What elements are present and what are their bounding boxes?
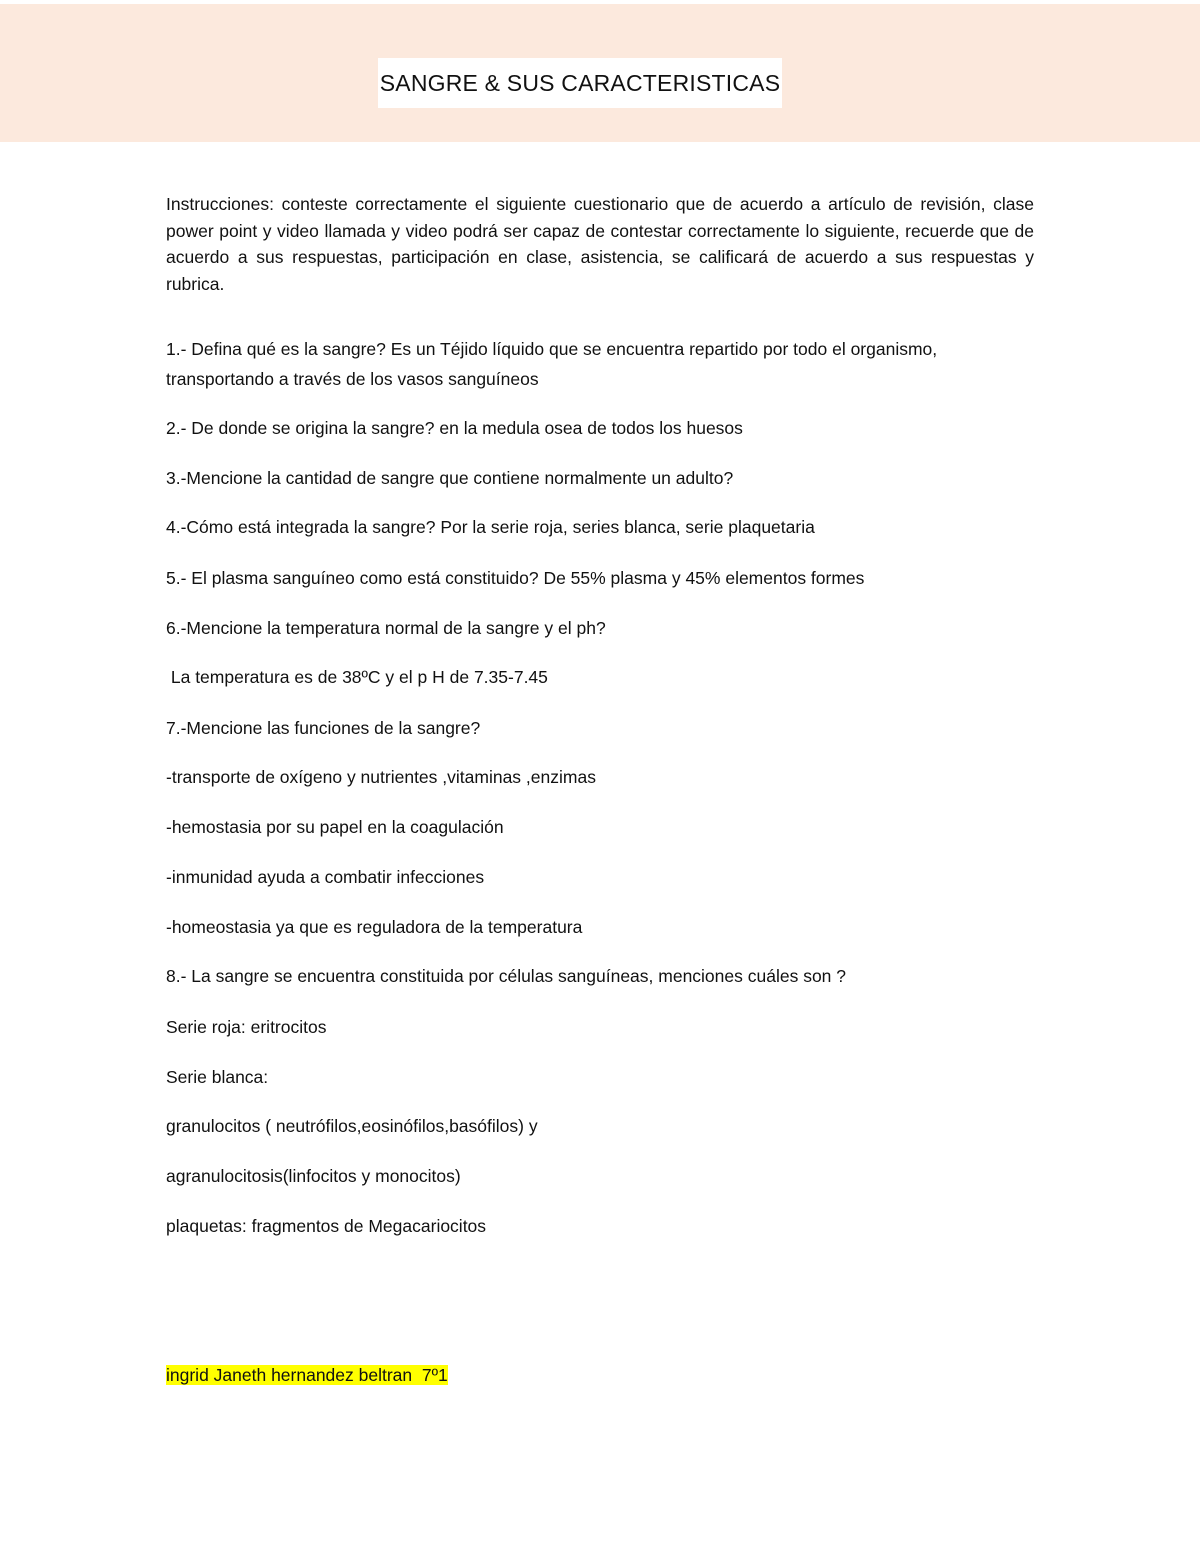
question-5: 5.- El plasma sanguíneo como está constituido? De 55% plasma y 45% elementos formes: [166, 568, 865, 588]
document-title: SANGRE & SUS CARACTERISTICAS: [378, 58, 782, 108]
answer-line: agranulocitosis(linfocitos y monocitos): [166, 1166, 461, 1186]
question-2: 2.- De donde se origina la sangre? en la medula osea de todos los huesos: [166, 418, 743, 438]
question-3: 3.-Mencione la cantidad de sangre que contiene normalmente un adulto?: [166, 468, 734, 488]
answer-6: La temperatura es de 38ºC y el p H de 7.35-7.45: [166, 667, 548, 687]
function-item: -hemostasia por su papel en la coagulación: [166, 817, 504, 837]
student-signature: [166, 1362, 448, 1388]
signature-text: ingrid Janeth hernandez beltran 7º1: [166, 1365, 448, 1385]
answer-line: Serie roja: eritrocitos: [166, 1017, 327, 1037]
function-item: -homeostasia ya que es reguladora de la temperatura: [166, 917, 583, 937]
instructions-paragraph: Instrucciones: conteste correctamente el siguiente cuestionario que de acuerdo a artículo de revisión, clase power point y video llamada y video podrá ser capaz de contestar correctamente lo siguiente, recuerde que de acuerdo a sus respuestas, participación en clase, asistencia, se calificará de acuerdo a sus respuestas y rubrica.: [166, 194, 1034, 294]
answer-line: granulocitos ( neutrófilos,eosinófilos,basófilos) y: [166, 1116, 538, 1136]
function-item: -transporte de oxígeno y nutrientes ,vitaminas ,enzimas: [166, 767, 596, 787]
question-7: 7.-Mencione las funciones de la sangre?: [166, 718, 481, 738]
question-8: 8.- La sangre se encuentra constituida por células sanguíneas, menciones cuáles son ?: [166, 966, 847, 986]
question-4: 4.-Cómo está integrada la sangre? Por la serie roja, series blanca, serie plaquetaria: [166, 517, 815, 537]
question-6: 6.-Mencione la temperatura normal de la sangre y el ph?: [166, 618, 606, 638]
answer-line: plaquetas: fragmentos de Megacariocitos: [166, 1216, 487, 1236]
answer-line: Serie blanca:: [166, 1067, 269, 1087]
function-item: -inmunidad ayuda a combatir infecciones: [166, 867, 485, 887]
question-1: 1.- Defina qué es la sangre? Es un Téjido líquido que se encuentra repartido por todo el organismo, transportando a través de los vasos sanguíneos: [166, 339, 938, 389]
